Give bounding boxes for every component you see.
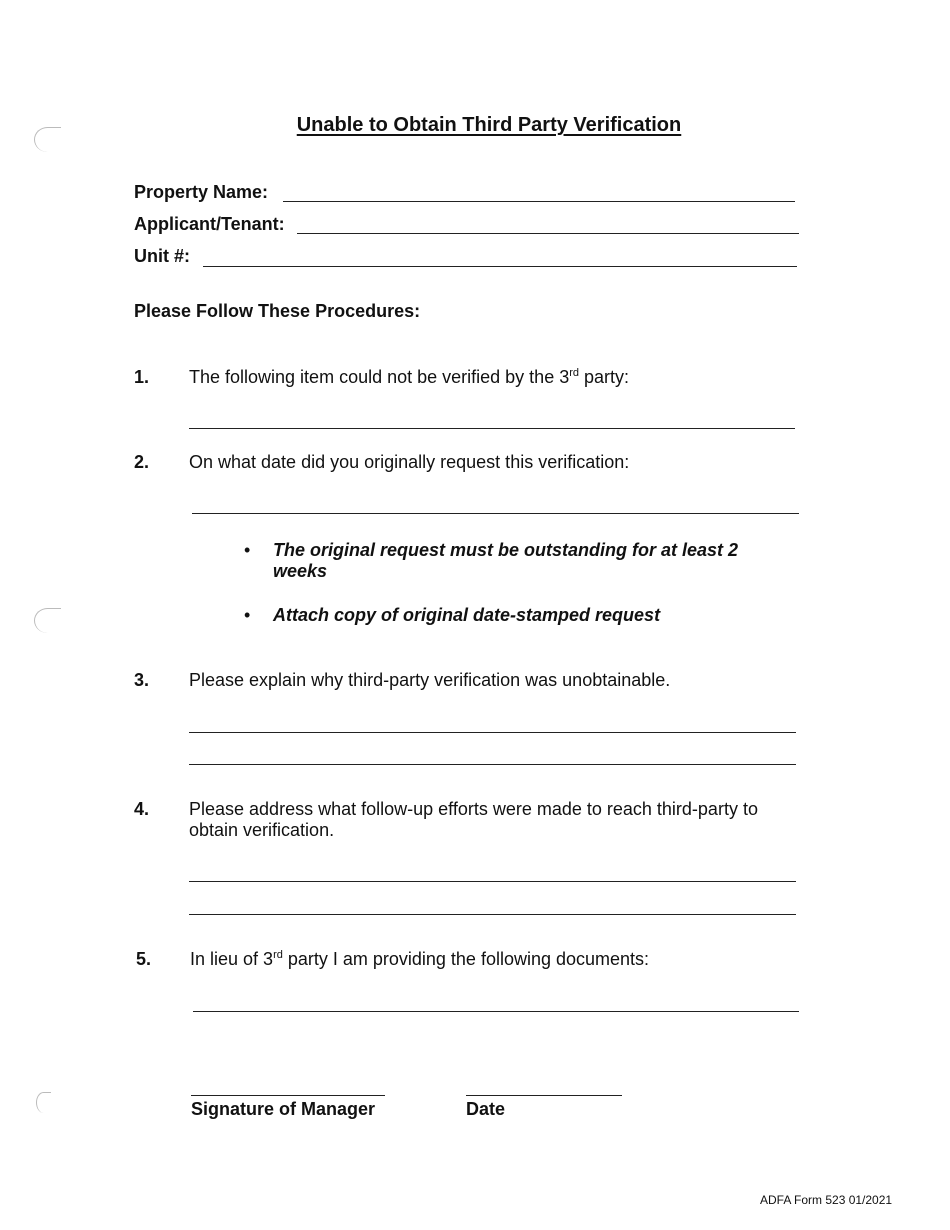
unit-label: Unit #: — [134, 246, 190, 266]
item-1-number: 1. — [134, 367, 150, 387]
item-3-number: 3. — [134, 670, 150, 690]
item-4-number: 4. — [134, 799, 150, 819]
punch-hole-mark — [36, 1092, 51, 1113]
bullet-1-text: The original request must be outstanding for at least 2 weeks — [273, 540, 739, 581]
applicant-tenant-label: Applicant/Tenant: — [134, 214, 285, 234]
item-1-text: The following item could not be verified by the 3rd party: — [189, 367, 630, 387]
property-name-line[interactable] — [283, 201, 795, 202]
procedures-heading: Please Follow These Procedures: — [134, 301, 421, 321]
item-5-answer-line[interactable] — [193, 1011, 799, 1012]
signature-line[interactable] — [191, 1095, 385, 1096]
item-5-text: In lieu of 3rd party I am providing the following documents: — [190, 949, 650, 969]
item-2-number: 2. — [134, 452, 150, 472]
ordinal-suffix: rd — [569, 367, 579, 379]
item-4-answer-line[interactable] — [189, 914, 796, 915]
item-5-number: 5. — [136, 949, 152, 969]
date-label: Date — [466, 1099, 506, 1119]
item-2-answer-line[interactable] — [192, 513, 799, 514]
item-4-answer-line[interactable] — [189, 881, 796, 882]
item-4-text: Please address what follow-up efforts were made to reach third-party to obtain verification. — [189, 799, 758, 840]
form-number-footer: ADFA Form 523 01/2021 — [760, 1193, 893, 1207]
item-1-answer-line[interactable] — [189, 428, 795, 429]
signature-label: Signature of Manager — [191, 1099, 376, 1119]
ordinal-suffix: rd — [273, 949, 283, 961]
item-3-answer-line[interactable] — [189, 732, 796, 733]
punch-hole-mark — [34, 608, 61, 633]
bullet-dot: • — [244, 605, 251, 625]
date-line[interactable] — [466, 1095, 622, 1096]
bullet-dot: • — [244, 540, 251, 560]
unit-line[interactable] — [203, 266, 797, 267]
form-title: Unable to Obtain Third Party Verification — [296, 114, 682, 136]
item-3-answer-line[interactable] — [189, 764, 796, 765]
property-name-label: Property Name: — [134, 182, 269, 202]
item-2-text: On what date did you originally request this verification: — [189, 452, 630, 472]
item-3-text: Please explain why third-party verification was unobtainable. — [189, 670, 671, 690]
bullet-2-text: Attach copy of original date-stamped request — [273, 605, 661, 625]
applicant-tenant-line[interactable] — [297, 233, 799, 234]
